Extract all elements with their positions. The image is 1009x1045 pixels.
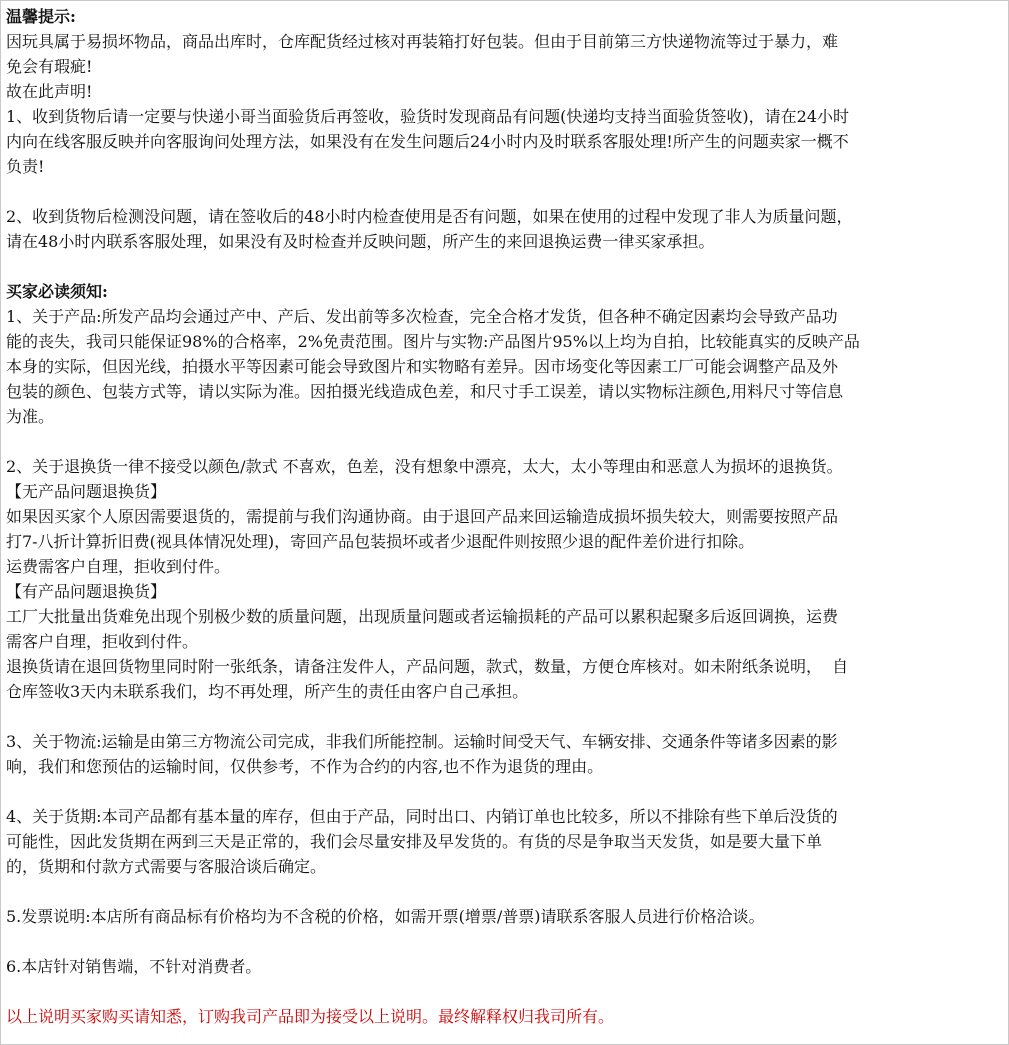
text-line: 请在48小时内联系客服处理，如果没有及时检查并反映问题，所产生的来回退换运费一律买家承担。 — [6, 232, 715, 251]
text-line: 【有产品问题退换货】 — [6, 582, 167, 601]
text-line: 运费需客户自理，拒收到付件。 — [6, 557, 231, 576]
blank-line — [6, 929, 1004, 954]
text-line: 2、收到货物后检测没问题，请在签收后的48小时内检查使用是否有问题，如果在使用的过程中发现了非人为质量问题， — [6, 207, 853, 226]
text-line: 需客户自理，拒收到付件。 — [6, 632, 199, 651]
section-heading: 买家必读须知: — [6, 282, 108, 301]
text-line: 故在此声明! — [6, 82, 93, 101]
text-line: 本身的实际，但因光线，拍摄水平等因素可能会导致图片和实物略有差异。因市场变化等因素工厂可能会调整产品及外 — [6, 357, 839, 376]
section-heading: 温馨提示: — [6, 7, 76, 26]
blank-line — [6, 704, 1004, 729]
final-notice: 以上说明买家购买请知悉，订购我司产品即为接受以上说明。最终解释权归我司所有。 — [6, 1007, 615, 1026]
text-line: 工厂大批量出货难免出现个别极少数的质量问题，出现质量问题或者运输损耗的产品可以累积起聚多后返回调换，运费 — [6, 607, 839, 626]
text-line: 1、关于产品:所发产品均会通过产中、产后、发出前等多次检查，完全合格才发货，但各种不确定因素均会导致产品功 — [6, 307, 838, 326]
text-line: 的，货期和付款方式需要与客服洽谈后确定。 — [6, 857, 327, 876]
text-line: 2、关于退换货一律不接受以颜色/款式 不喜欢，色差，没有想象中漂亮，太大，太小等理由和恶意人为损坏的退换货。 — [6, 457, 843, 476]
blank-line — [6, 429, 1004, 454]
text-line: 可能性，因此发货期在两到三天是正常的，我们会尽量安排及早发货的。有货的尽是争取当天发货，如是要大量下单 — [6, 832, 823, 851]
text-line: 为准。 — [6, 407, 55, 426]
text-line: 仓库签收3天内未联系我们，均不再处理，所产生的责任由客户自己承担。 — [6, 682, 529, 701]
text-line: 响，我们和您预估的运输时间，仅供参考，不作为合约的内容,也不作为退货的理由。 — [6, 757, 604, 776]
text-line: 退换货请在退回货物里同时附一张纸条，请备注发件人，产品问题，款式，数量，方便仓库核对。如未附纸条说明， 自 — [6, 657, 849, 676]
text-line: 6.本店针对销售端，不针对消费者。 — [6, 957, 262, 976]
blank-line — [6, 254, 1004, 279]
text-line: 免会有瑕疵! — [6, 57, 93, 76]
text-line: 因玩具属于易损坏物品，商品出库时，仓库配货经过核对再装箱打好包装。但由于目前第三方快递物流等过于暴力，难 — [6, 32, 839, 51]
text-line: 包装的颜色、包装方式等，请以实际为准。因拍摄光线造成色差，和尺寸手工误差，请以实物标注颜色,用料尺寸等信息 — [6, 382, 844, 401]
text-line: 5.发票说明:本店所有商品标有价格均为不含税的价格，如需开票(增票/普票)请联系客服人员进行价格洽谈。 — [6, 907, 765, 926]
text-line: 内向在线客服反映并向客服询问处理方法，如果没有在发生问题后24小时内及时联系客服处理!所产生的问题卖家一概不 — [6, 132, 849, 151]
text-line: 1、收到货物后请一定要与快递小哥当面验货后再签收，验货时发现商品有问题(快递均支持当面验货签收)，请在24小时 — [6, 107, 850, 126]
blank-line — [6, 879, 1004, 904]
text-line: 负责! — [6, 157, 45, 176]
text-line: 4、关于货期:本司产品都有基本量的库存，但由于产品，同时出口、内销订单也比较多，所以不排除有些下单后没货的 — [6, 807, 838, 826]
text-line: 3、关于物流:运输是由第三方物流公司完成，非我们所能控制。运输时间受天气、车辆安排、交通条件等诸多因素的影 — [6, 732, 838, 751]
text-line: 如果因买家个人原因需要退货的，需提前与我们沟通协商。由于退回产品来回运输造成损坏损失较大，则需要按照产品 — [6, 507, 839, 526]
text-line: 能的丧失，我司只能保证98%的合格率，2%免责范围。图片与实物:产品图片95%以上均为自拍，比较能真实的反映产品 — [6, 332, 860, 351]
blank-line — [6, 979, 1004, 1004]
text-line: 打7-八折计算折旧费(视具体情况处理)，寄回产品包装损坏或者少退配件则按照少退的配件差价进行扣除。 — [6, 532, 755, 551]
blank-line — [6, 779, 1004, 804]
text-line: 【无产品问题退换货】 — [6, 482, 167, 501]
notice-content — [6, 4, 1004, 1029]
blank-line — [6, 179, 1004, 204]
